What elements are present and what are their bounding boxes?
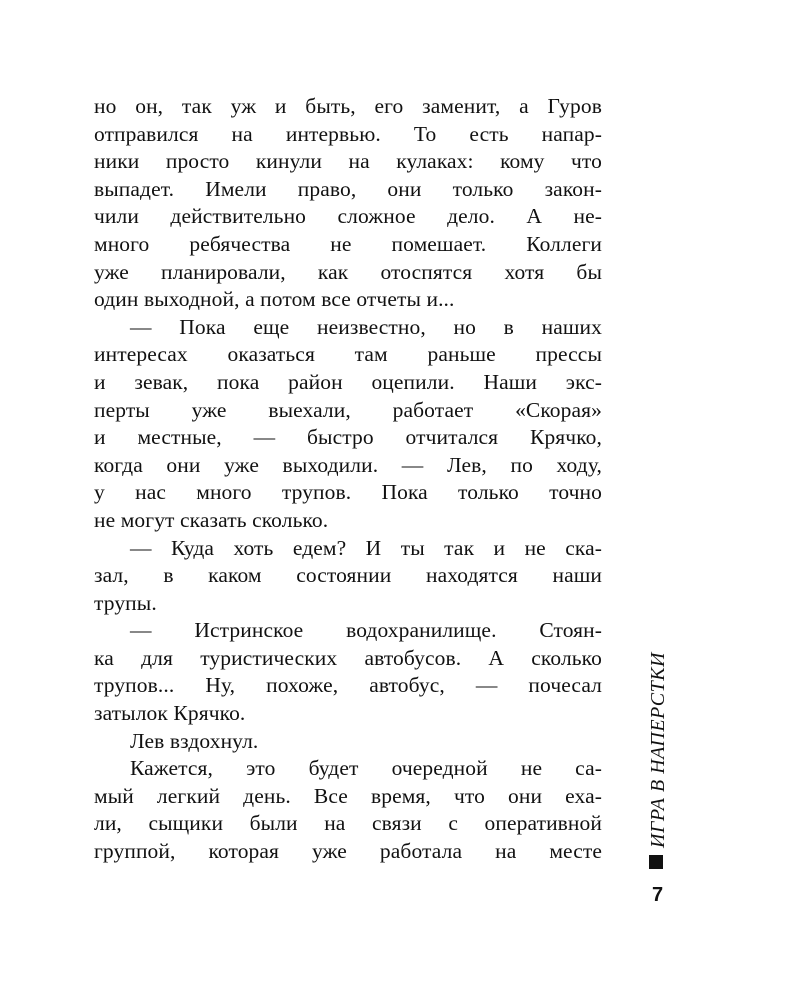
text-line: ка для туристических автобусов. А сколько [94,645,602,670]
text-line: чили действительно сложное дело. А не- [94,204,602,229]
text-line: мый легкий день. Все время, что они еха- [94,783,602,808]
text-line: много ребячества не помешает. Коллеги [94,231,602,256]
running-title: ИГРА В НАПЕРСТКИ [647,652,669,848]
square-marker-icon [649,855,663,869]
text-line: и зевак, пока район оцепили. Наши экс- [94,369,602,394]
text-line: и местные, — быстро отчитался Крячко, [94,425,602,450]
text-line: выпадет. Имели право, они только закон- [94,176,602,201]
text-line: но он, так уж и быть, его заменит, а Гуров [94,94,602,118]
text-line: — Пока еще неизвестно, но в наших [130,314,602,339]
paragraph [94,314,602,535]
text-line: трупы. [94,590,157,615]
paragraph [94,755,602,865]
text-line: зал, в каком состоянии находятся наши [94,563,602,588]
page-number: 7 [652,884,664,906]
text-line: группой, которая уже работала на месте [94,839,602,864]
text-line: отправился на интервью. То есть напар- [94,121,602,146]
text-line: — Куда хоть едем? И ты так и не ска- [130,535,602,560]
text-line: уже планировали, как отоспятся хотя бы [94,259,602,284]
text-line: ники просто кинули на кулаках: кому что [94,149,602,174]
paragraph [94,728,602,756]
text-line: Кажется, это будет очередной не са- [130,756,602,781]
text-line: когда они уже выходили. — Лев, по ходу, [94,452,602,477]
body-text [94,93,602,866]
text-line: не могут сказать сколько. [94,507,329,532]
text-line: Лев вздохнул. [130,728,259,753]
text-line: у нас много трупов. Пока только точно [94,480,602,505]
text-line: перты уже выехали, работает «Скорая» [94,397,602,422]
paragraph [94,617,602,727]
text-line: один выходной, а потом все отчеты и... [94,287,455,312]
paragraph [94,535,602,618]
text-line: затылок Крячко. [94,701,246,726]
text-line: — Истринское водохранилище. Стоян- [130,618,602,643]
text-line: интересах оказаться там раньше прессы [94,342,602,367]
text-line: трупов... Ну, похоже, автобус, — почесал [94,673,602,698]
text-line: ли, сыщики были на связи с оперативной [94,811,602,836]
paragraph [94,93,602,314]
